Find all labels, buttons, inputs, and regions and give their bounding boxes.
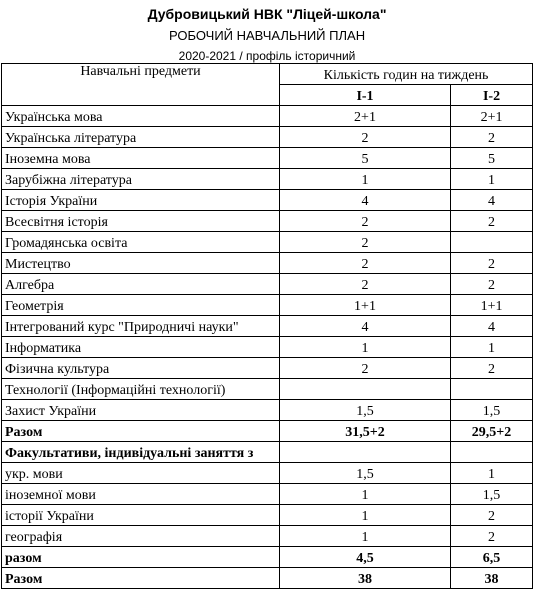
table-row — [2, 169, 533, 190]
hours-class-2-cell: 2+1 — [451, 106, 533, 127]
subject-name-cell: Всесвітня історія — [2, 211, 280, 232]
hours-class-2-cell: 2 — [451, 127, 533, 148]
hours-class-2-cell — [451, 232, 533, 253]
hours-class-2-cell: 1,5 — [451, 484, 533, 505]
subject-name-cell: Іноземна мова — [2, 148, 280, 169]
electives-header-row — [2, 442, 533, 463]
hours-class-1-cell: 5 — [280, 148, 451, 169]
subject-name-cell: Разом — [2, 421, 280, 442]
hours-class-2-cell: 29,5+2 — [451, 421, 533, 442]
hours-class-2-cell: 2 — [451, 274, 533, 295]
hours-class-2-cell — [451, 379, 533, 400]
school-title: Дубровицький НВК "Ліцей-школа" — [147, 6, 387, 22]
hours-class-2-cell: 1+1 — [451, 295, 533, 316]
hours-class-1-cell: 1 — [280, 169, 451, 190]
subject-name-cell: Геометрія — [2, 295, 280, 316]
table-row — [2, 358, 533, 379]
subject-name-cell: історії України — [2, 505, 280, 526]
subject-name-cell: Інтегрований курс "Природничі науки" — [2, 316, 280, 337]
table-row — [2, 211, 533, 232]
elective-row — [2, 484, 533, 505]
table-row — [2, 148, 533, 169]
subject-name-cell: Фізична культура — [2, 358, 280, 379]
hours-class-1-cell: 1 — [280, 526, 451, 547]
hours-class-2-cell: 4 — [451, 316, 533, 337]
hours-class-1-cell: 2 — [280, 232, 451, 253]
hours-class-1-cell: 31,5+2 — [280, 421, 451, 442]
hours-class-1-cell: 38 — [280, 568, 451, 589]
subject-name-cell: Мистецтво — [2, 253, 280, 274]
hours-class-1-cell: 4,5 — [280, 547, 451, 568]
hours-class-1-cell: 4 — [280, 190, 451, 211]
hours-class-2-cell: 2 — [451, 526, 533, 547]
plan-title: РОБОЧИЙ НАВЧАЛЬНИЙ ПЛАН — [168, 28, 366, 43]
hours-column-header: Кількість годин на тиждень — [280, 64, 533, 85]
table-row — [2, 232, 533, 253]
table-row — [2, 253, 533, 274]
subject-name-cell: Громадянська освіта — [2, 232, 280, 253]
hours-class-1-cell: 1+1 — [280, 295, 451, 316]
table-row — [2, 106, 533, 127]
elective-row — [2, 505, 533, 526]
hours-class-2-cell: 1,5 — [451, 400, 533, 421]
hours-class-2-cell: 6,5 — [451, 547, 533, 568]
hours-class-2-cell: 38 — [451, 568, 533, 589]
subject-name-cell: разом — [2, 547, 280, 568]
table-row — [2, 316, 533, 337]
subject-name-cell: географія — [2, 526, 280, 547]
subject-name-cell: Захист України — [2, 400, 280, 421]
table-row — [2, 295, 533, 316]
hours-class-1-cell: 1,5 — [280, 400, 451, 421]
electives-title: Факультативи, індивідуальні заняття з — [2, 442, 280, 463]
hours-class-1-cell — [280, 379, 451, 400]
hours-class-1-cell: 2 — [280, 253, 451, 274]
hours-class-1-cell: 2 — [280, 358, 451, 379]
profile-subtitle: 2020-2021 / профіль історичний — [178, 49, 356, 63]
hours-class-1-cell: 1 — [280, 337, 451, 358]
hours-class-2-cell: 2 — [451, 358, 533, 379]
elective-row — [2, 526, 533, 547]
hours-class-1-cell: 2 — [280, 274, 451, 295]
class-2-header: І-2 — [451, 85, 533, 106]
hours-class-1-cell: 1 — [280, 505, 451, 526]
subtotal-row — [2, 547, 533, 568]
table-row — [2, 190, 533, 211]
curriculum-table — [1, 0, 533, 589]
hours-class-2-cell: 2 — [451, 253, 533, 274]
subject-name-cell: Технології (Інформаційні технології) — [2, 379, 280, 400]
subject-name-cell: Інформатика — [2, 337, 280, 358]
hours-class-1-cell: 1 — [280, 484, 451, 505]
subject-name-cell: Українська мова — [2, 106, 280, 127]
subject-name-cell: укр. мови — [2, 463, 280, 484]
subject-name-cell: Зарубіжна література — [2, 169, 280, 190]
hours-class-2-cell: 2 — [451, 505, 533, 526]
hours-class-1-cell: 2+1 — [280, 106, 451, 127]
empty-cell — [451, 442, 533, 463]
hours-class-1-cell: 1,5 — [280, 463, 451, 484]
subject-name-cell: Алгебра — [2, 274, 280, 295]
hours-class-2-cell: 4 — [451, 190, 533, 211]
hours-class-2-cell: 1 — [451, 463, 533, 484]
subject-name-cell: Історія України — [2, 190, 280, 211]
class-1-header: І-1 — [280, 85, 451, 106]
hours-class-2-cell: 1 — [451, 169, 533, 190]
subject-name-cell: іноземної мови — [2, 484, 280, 505]
grand-total-row — [2, 568, 533, 589]
hours-class-1-cell: 2 — [280, 127, 451, 148]
elective-row — [2, 463, 533, 484]
table-row — [2, 400, 533, 421]
table-row — [2, 127, 533, 148]
hours-class-1-cell: 4 — [280, 316, 451, 337]
total-row — [2, 421, 533, 442]
hours-class-2-cell: 5 — [451, 148, 533, 169]
table-row — [2, 379, 533, 400]
empty-cell — [280, 442, 451, 463]
hours-class-2-cell: 2 — [451, 211, 533, 232]
subjects-column-header: Навчальні предмети — [2, 64, 280, 106]
hours-class-2-cell: 1 — [451, 337, 533, 358]
hours-class-1-cell: 2 — [280, 211, 451, 232]
subject-name-cell: Разом — [2, 568, 280, 589]
subject-name-cell: Українська література — [2, 127, 280, 148]
table-row — [2, 337, 533, 358]
table-row — [2, 274, 533, 295]
